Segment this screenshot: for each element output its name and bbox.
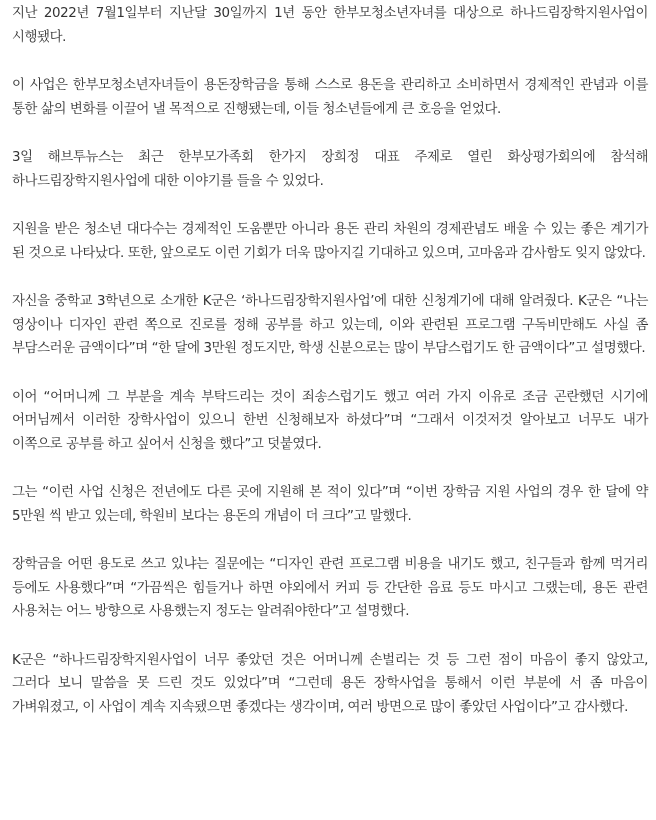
article-paragraph: 지난 2022년 7월1일부터 지난달 30일까지 1년 동안 한부모청소년자녀를 대상으로 하나드림장학지원사업이 시행됐다. bbox=[12, 6, 648, 45]
article-paragraph: 장학금을 어떤 용도로 쓰고 있냐는 질문에는 “디자인 관련 프로그램 비용을 내기도 했고, 친구들과 함께 먹거리 등에도 사용했다”며 “가끔씩은 힘들거나 하면 야외에서 커피 등 간단한 음료 등도 마시고 그랬는데, 용돈 관련 사용처는 어느 방향으로 사용했는지 정도는 알려줘야한다”고 설명했다. bbox=[12, 557, 648, 619]
article-paragraph: K군은 “하나드림장학지원사업이 너무 좋았던 것은 어머니께 손벌리는 것 등 그런 점이 마음이 좋지 않았고, 그러다 보니 말씀을 못 드린 것도 있었다”며 “그런데 용돈 장학사업을 통해서 이런 부분에 서 좀 마음이 가벼워졌고, 이 사업이 계속 지속됐으면 좋겠다는 생각이며, 여러 방면으로 많이 좋았던 사업이다”고 감사했다. bbox=[12, 652, 648, 715]
article-paragraph: 이 사업은 한부모청소년자녀들이 용돈장학금을 통해 스스로 용돈을 관리하고 소비하면서 경제적인 관념과 이를 통한 삶의 변화를 이끌어 낼 목적으로 진행됐는데, 이들 청소년들에게 큰 호응을 얻었다. bbox=[12, 78, 648, 117]
article-paragraph: 자신을 중학교 3학년으로 소개한 K군은 ‘하나드림장학지원사업’에 대한 신청계기에 대해 알려줬다. K군은 “나는 영상이나 디자인 관련 쪽으로 진로를 정해 공부를 하고 있는데, 이와 관련된 프로그램 구독비만해도 사실 좀 부담스러운 금액이다”며 “한 달에 3만원 정도지만, 학생 신분으로는 많이 부담스럽기도 한 금액이다”고 설명했다. bbox=[12, 294, 648, 356]
article-paragraph: 3일 해브투뉴스는 최근 한부모가족회 한가지 장희정 대표 주제로 열린 화상평가회의에 참석해 하나드림장학지원사업에 대한 이야기를 들을 수 있었다. bbox=[12, 150, 648, 189]
article-paragraph: 이어 “어머니께 그 부분을 계속 부탁드리는 것이 죄송스럽기도 했고 여러 가지 이유로 조금 곤란했던 시기에 어머님께서 이러한 장학사업이 있으니 한번 신청해보자 하셨다”며 “그래서 이것저것 알아보고 너무도 내가 이쪽으로 공부를 하고 싶어서 신청을 했다”고 덧붙였다. bbox=[12, 389, 648, 452]
article-paragraph: 지원을 받은 청소년 대다수는 경제적인 도움뿐만 아니라 용돈 관리 차원의 경제관념도 배울 수 있는 좋은 계기가 된 것으로 나타났다. 또한, 앞으로도 이런 기회가 더욱 많아지길 기대하고 있으며, 고마움과 감사함도 잊지 않았다. bbox=[12, 222, 648, 261]
article-paragraph: 그는 “이런 사업 신청은 전년에도 다른 곳에 지원해 본 적이 있다”며 “이번 장학금 지원 사업의 경우 한 달에 약 5만원 씩 받고 있는데, 학원비 보다는 용돈의 개념이 더 크다”고 말했다. bbox=[12, 485, 648, 524]
